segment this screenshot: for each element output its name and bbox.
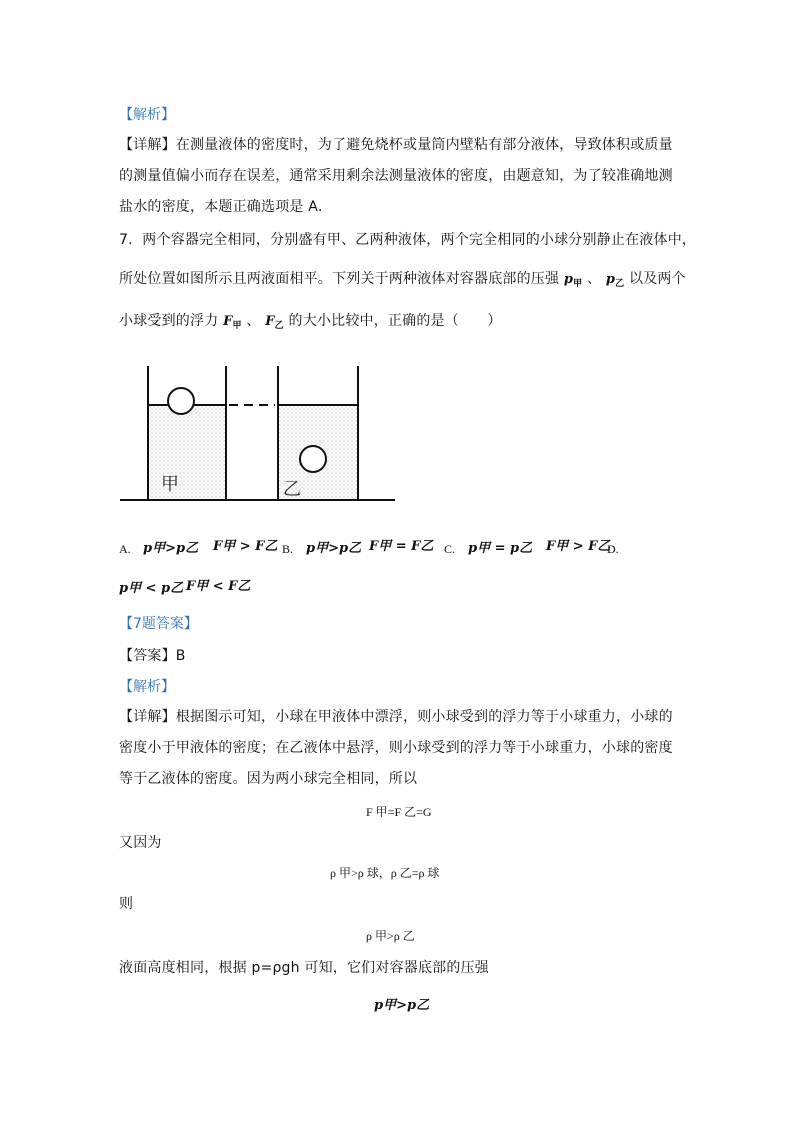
detail-line: 密度小于甲液体的密度；在乙液体中悬浮，则小球受到的浮力等于小球重力，小球的密度 xyxy=(119,740,673,756)
option-b-letter: B. xyxy=(282,542,294,556)
detail-line: 则 xyxy=(119,896,134,912)
answer-header: 【7题答案】 xyxy=(119,616,198,632)
detail-line: 盐水的密度，本题正确选项是 A． xyxy=(119,199,333,215)
separator: 、 xyxy=(246,313,261,329)
question-text: 所处位置如图所示且两液面相平。下列关于两种液体对容器底部的压强 xyxy=(119,271,560,287)
f-yi-symbol: $F_乙$ xyxy=(265,314,284,331)
equation-densities: ρ 甲>ρ 球，ρ 乙=ρ 球 xyxy=(330,866,440,880)
equation-density-compare: ρ 甲>ρ 乙 xyxy=(366,929,415,943)
liquid-jia xyxy=(148,405,226,500)
option-a-force: F甲 > F乙 xyxy=(213,539,278,554)
ball-floating xyxy=(168,388,194,414)
analysis-tag: 【解析】 xyxy=(119,107,175,123)
equation-pressure-compare: p甲>p乙 xyxy=(374,998,430,1013)
option-a-pressure: p甲>p乙 xyxy=(143,541,199,556)
question-line xyxy=(119,310,502,331)
option-d-force: F甲 < F乙 xyxy=(186,579,251,594)
label-jia: 甲 xyxy=(161,474,179,495)
analysis-tag: 【解析】 xyxy=(119,679,175,695)
equation-forces: F 甲=F 乙=G xyxy=(366,805,432,819)
p-yi-symbol: $p_乙$ xyxy=(605,272,625,289)
separator: 、 xyxy=(587,271,602,287)
label-yi: 乙 xyxy=(283,479,301,500)
f-jia-symbol: $F_甲$ xyxy=(223,314,242,331)
option-b-pressure: p甲>p乙 xyxy=(306,541,362,556)
option-c-force: F甲 > F乙 xyxy=(546,539,611,554)
detail-line: 等于乙液体的密度。因为两小球完全相同，所以 xyxy=(119,771,418,787)
option-c-pressure: p甲 = p乙 xyxy=(468,541,533,556)
detail-line: 【详解】在测量液体的密度时，为了避免烧杯或量筒内壁粘有部分液体，导致体积或质量 xyxy=(119,137,673,153)
detail-line: 液面高度相同，根据 p=ρgh 可知，它们对容器底部的压强 xyxy=(119,960,489,976)
option-a-letter: A. xyxy=(119,542,131,556)
question-text: 小球受到的浮力 xyxy=(119,313,219,329)
answer: 【答案】B xyxy=(119,648,186,664)
question-text: 的大小比较中，正确的是（ ） xyxy=(288,313,502,329)
question-text: 以及两个 xyxy=(629,271,686,287)
option-d-pressure: p甲 < p乙 xyxy=(119,581,184,596)
ball-suspended xyxy=(300,446,326,472)
detail-line: 的测量值偏小而存在误差，通常采用剩余法测量液体的密度，由题意知，为了较准确地测 xyxy=(119,168,673,184)
containers-figure xyxy=(115,360,400,505)
option-d-letter: D. xyxy=(607,542,619,556)
p-jia-symbol: $p_甲$ xyxy=(563,272,583,289)
question-line xyxy=(119,268,686,289)
question-line: 7．两个容器完全相同，分别盛有甲、乙两种液体，两个完全相同的小球分别静止在液体中， xyxy=(119,232,697,248)
option-c-letter: C. xyxy=(444,542,456,556)
option-b-force: F甲 = F乙 xyxy=(369,539,434,554)
detail-line: 【详解】根据图示可知，小球在甲液体中漂浮，则小球受到的浮力等于小球重力，小球的 xyxy=(119,709,673,725)
detail-line: 又因为 xyxy=(119,835,162,851)
